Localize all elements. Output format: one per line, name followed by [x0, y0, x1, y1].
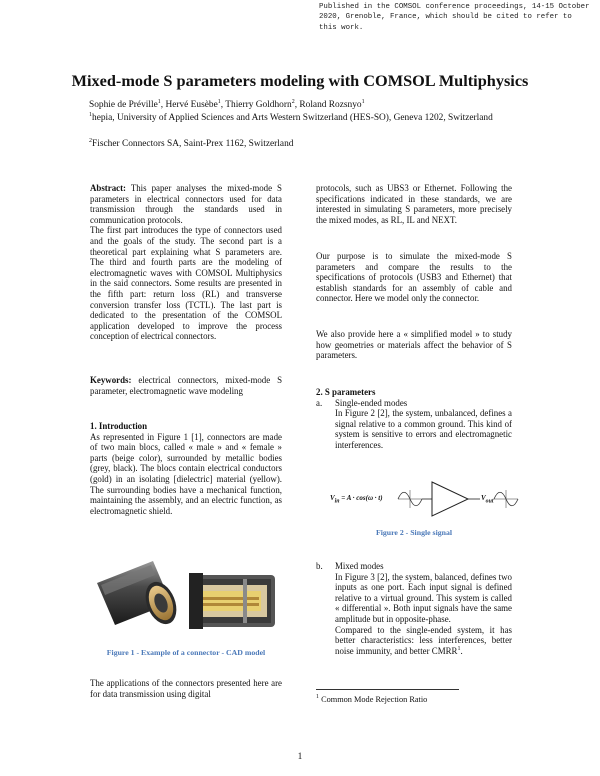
list-item: b. Mixed modes In Figure 3 [2], the system, balanced, defines two inputs as one port. Each input signal is defined relative to a virtual ground. This system is called « differential ». Both input signals have the same amplitude but in opposite-phase. Compared to the single-ended system, it has better characteristics: less interferences, better noise immunity, and better CMRR$^1$. [316, 561, 512, 656]
purpose-paragraph: Our purpose is to simulate the mixed-mode S parameters and compare the results to the specifications of protocols (USB3 and Ethernet) that establish standards for an assembly of cable and connector. Here we model only the connector. [316, 251, 512, 304]
footnote-divider [316, 689, 459, 690]
introduction-continued: The applications of the connectors presented here are for data transmission using digital [90, 678, 282, 699]
intro-continued-right: protocols, such as UBS3 or Ethernet. Following the specifications indicated in these standards, we are interested in simulating S parameters, more precisely the mixed modes, as RL, IL and NEXT. [316, 183, 512, 225]
input-equation: $V_{in} = A \cdot \cos(\omega \cdot t)$ [330, 494, 383, 505]
figure-2-caption: Figure 2 - Single signal [375, 528, 453, 537]
publication-note: Published in the COMSOL conference proceedings, 14-15 October 2020, Grenoble, France, which should be cited to refer to this work. [319, 3, 590, 32]
connector-cross-section-image [189, 573, 275, 629]
connector-3d-image [97, 561, 182, 629]
list-item: a. Single-ended modes In Figure 2 [2], the system, unbalanced, defines a signal relative to a common ground. This kind of system is sensitive to errors and electromagnetic interferences. [316, 397, 512, 450]
figure-1-caption: Figure 1 - Example of a connector - CAD model [106, 648, 266, 657]
abstract: Abstract: This paper analyses the mixed-mode S parameters in electrical connectors used for data transmission through the standards used in communication protocols. The first part introduces the type of connectors used and the goals of the study. The second part is a theoretical part explaining what S parameters are. The third and fourth parts are the modeling of electromagnetic waves with COMSOL Multiphysics in the said connectors. Some results are presented in the fifth part: return loss (RL) and transverse conversion transfer loss (TCTL). The last part is dedicated to the presentation of the COMSOL application developed to improve the process conception of electrical connectors. [90, 183, 282, 342]
author-list: Sophie de Préville$^1$, Hervé Eusèbe$^1$, Thierry Goldhorn$^2$, Roland Rozsnyo$^1$ [89, 98, 365, 110]
page-number: 1 [297, 752, 303, 762]
amplifier-diagram [396, 478, 520, 520]
output-label: $V_{out}$ [481, 494, 494, 505]
footnote: $^1$ Common Mode Rejection Ratio [316, 694, 428, 704]
paper-title: Mixed-mode S parameters modeling with COMSOL Multiphysics [71, 71, 529, 90]
connector-cad-figure [93, 555, 283, 645]
affiliation-2: $^2$Fischer Connectors SA, Saint-Prex 1162, Switzerland [89, 137, 294, 149]
keywords: Keywords: electrical connectors, mixed-mode S parameter, electromagnetic wave modeling [90, 375, 282, 396]
introduction-section: 1. Introduction As represented in Figure 1 [1], connectors are made of two main blocs, called « male » and « female » parts (beige color), surrounded by metallic bodies (grey, black). The blocs contain electrical conductors (gold) in an isolating [dielectric] material (yellow). The surrounding bodies have a mechanical function, maintaining the assembly, and an electric function, as electromagnetic shield. [90, 421, 282, 516]
affiliation-1: $^1$hepia, University of Applied Sciences and Arts Western Switzerland (HES-SO), Geneva 1202, Switzerland [89, 111, 493, 123]
section-heading: 1. Introduction [90, 421, 148, 431]
s-parameters-section [316, 387, 512, 451]
section-heading: 2. S parameters [316, 387, 376, 397]
mixed-modes-item [316, 561, 512, 656]
simplified-model-paragraph: We also provide here a « simplified model » to study how geometries or materials affect the behavior of S parameters. [316, 329, 512, 361]
